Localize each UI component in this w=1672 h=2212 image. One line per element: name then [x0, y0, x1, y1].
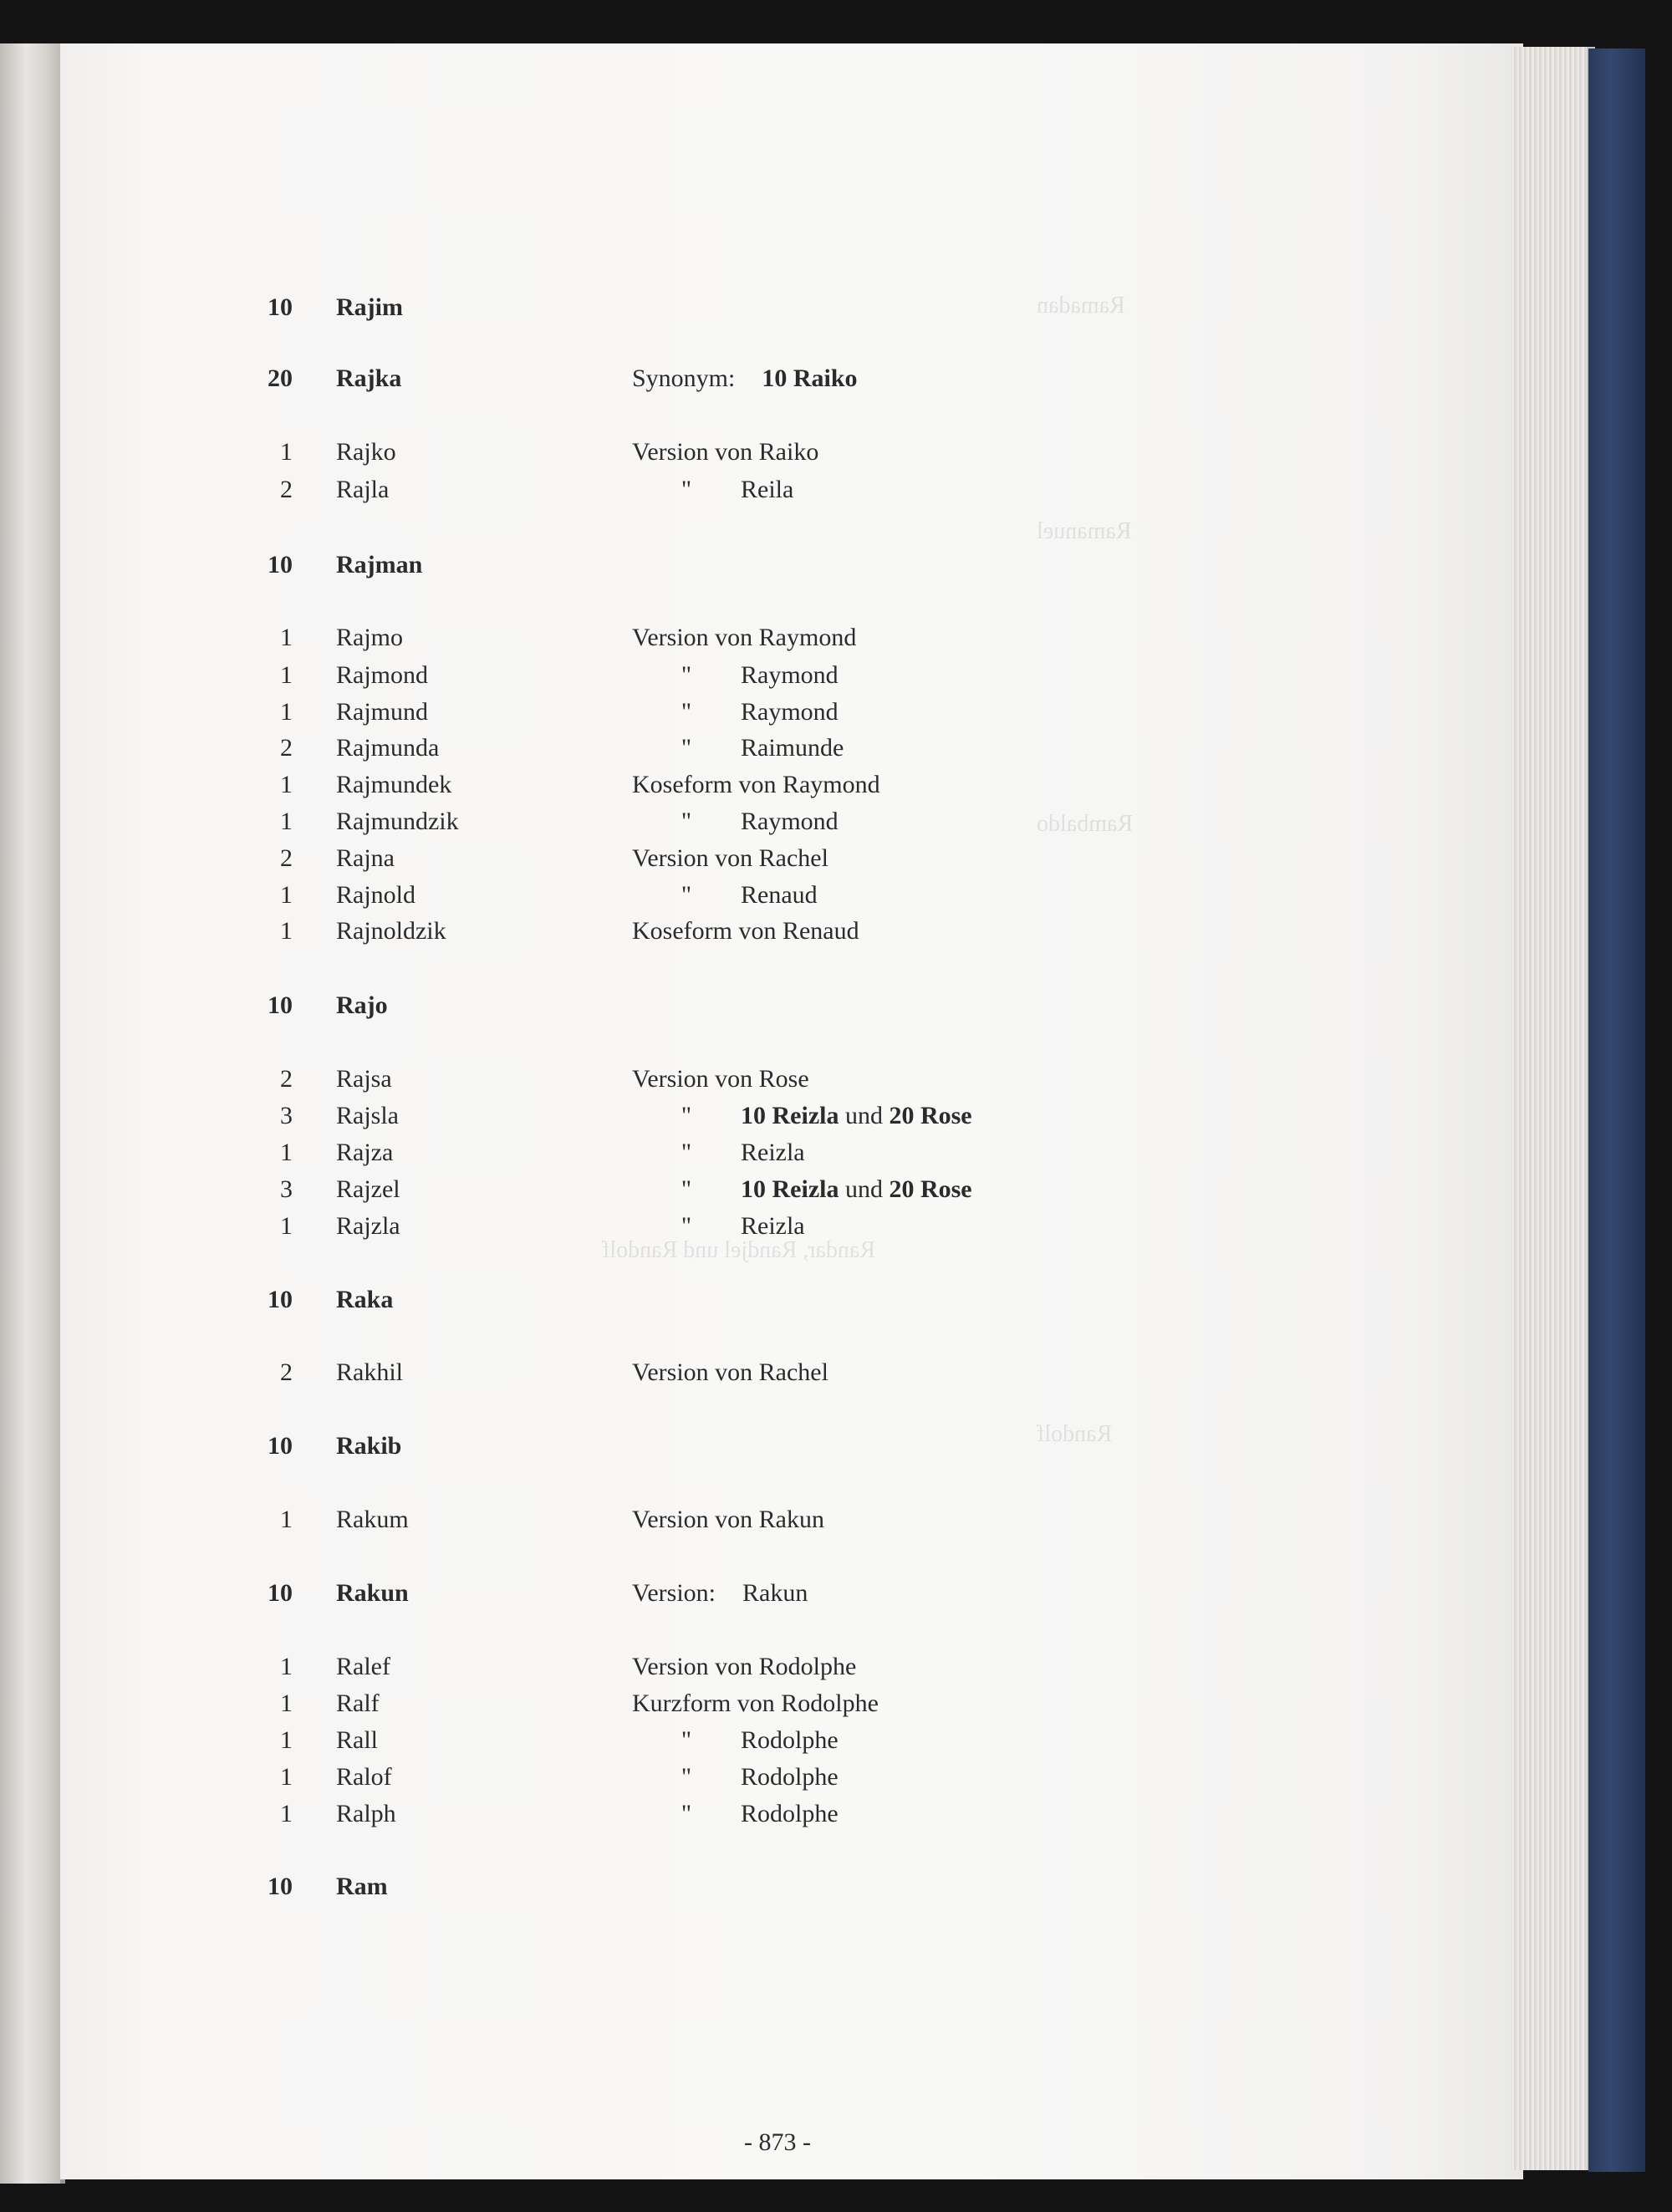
entry-note — [632, 1099, 972, 1133]
entry-count: 10 — [268, 1873, 293, 1900]
entry-note — [632, 1063, 809, 1096]
list-item — [0, 731, 1505, 765]
entry-target: Reila — [741, 476, 794, 503]
entry-name: Rajmo — [336, 624, 403, 651]
list-item — [0, 1063, 1505, 1096]
entry-note — [632, 436, 818, 469]
entry-count: 2 — [280, 1065, 293, 1093]
entry-note — [632, 915, 859, 948]
entry-note — [632, 1797, 839, 1831]
entry-name: Rajko — [336, 438, 396, 466]
entry-count: 1 — [280, 1763, 293, 1791]
entry-target: Rodolphe — [741, 1726, 839, 1754]
page-edges — [1511, 47, 1595, 2170]
show-through: Rambaldo — [1037, 811, 1134, 837]
entry-target: Raimunde — [741, 734, 844, 762]
entry-count: 3 — [280, 1175, 293, 1203]
entry-note — [632, 768, 880, 802]
entry-note-text: Version von Rose — [632, 1065, 809, 1093]
list-item — [0, 362, 1505, 395]
entry-count: 1 — [280, 1212, 293, 1240]
entry-count: 1 — [280, 1690, 293, 1717]
ditto-mark: " — [681, 1102, 692, 1129]
show-through: Ramadan — [1037, 293, 1125, 319]
entry-note-text: Version von Rakun — [632, 1506, 824, 1533]
entry-name: Ralph — [336, 1800, 396, 1827]
entry-count: 1 — [280, 1139, 293, 1166]
list-item — [0, 473, 1505, 507]
list-item — [0, 1173, 1505, 1206]
entry-note-text: Synonym: — [632, 364, 736, 392]
entry-target: Raymond — [741, 698, 839, 726]
list-item — [0, 621, 1505, 655]
entry-note — [632, 1577, 808, 1610]
entry-count: 10 — [268, 1432, 293, 1460]
entry-note — [632, 1761, 839, 1794]
entry-note — [632, 696, 839, 729]
list-item — [0, 1687, 1505, 1720]
entry-name: Rajnold — [336, 881, 415, 909]
entry-name: Rajmunda — [336, 734, 440, 762]
list-item — [0, 879, 1505, 912]
entry-note-text: Version von Raiko — [632, 438, 819, 466]
entry-note-text: Version: — [632, 1579, 716, 1607]
list-item — [0, 1577, 1505, 1610]
entry-name: Rajka — [336, 364, 402, 392]
entry-name: Rakib — [336, 1432, 402, 1460]
ditto-mark: " — [681, 476, 692, 503]
list-item — [0, 659, 1505, 692]
ditto-mark: " — [681, 698, 692, 726]
list-item — [0, 1099, 1505, 1133]
entry-note — [632, 731, 844, 765]
entry-target: Raymond — [741, 808, 839, 835]
entry-name: Rajzla — [336, 1212, 400, 1240]
list-item — [0, 1797, 1505, 1831]
entry-count: 20 — [268, 364, 293, 392]
list-item — [0, 1210, 1505, 1243]
list-item — [0, 436, 1505, 469]
entry-name: Rajmund — [336, 698, 428, 726]
entry-count: 1 — [280, 1800, 293, 1827]
entry-note-text: Version von Rachel — [632, 1358, 828, 1386]
list-item — [0, 989, 1505, 1022]
list-item — [0, 548, 1505, 582]
entry-count: 1 — [280, 1506, 293, 1533]
ditto-mark: " — [681, 734, 692, 762]
entry-count: 1 — [280, 661, 293, 689]
entry-note — [632, 621, 856, 655]
entry-note — [632, 805, 839, 838]
entry-note — [632, 879, 818, 912]
list-item — [0, 1761, 1505, 1794]
ditto-mark: " — [681, 1175, 692, 1203]
entry-note — [632, 473, 793, 507]
entry-note — [632, 1136, 805, 1170]
entry-name: Ram — [336, 1873, 388, 1900]
entry-name: Rajla — [336, 476, 390, 503]
list-item — [0, 696, 1505, 729]
entry-target: 20 Rose — [889, 1102, 972, 1129]
entry-count: 2 — [280, 844, 293, 872]
entry-note — [632, 659, 839, 692]
entry-note — [632, 1503, 824, 1537]
entry-target: Renaud — [741, 881, 818, 909]
list-item — [0, 1503, 1505, 1537]
entry-count: 1 — [280, 698, 293, 726]
entry-count: 3 — [280, 1102, 293, 1129]
ditto-mark: " — [681, 881, 692, 909]
entry-name: Raka — [336, 1286, 394, 1313]
entry-count: 2 — [280, 734, 293, 762]
page-number: - 873 - — [744, 2128, 811, 2156]
entry-note — [632, 1650, 856, 1684]
entry-name: Rajzel — [336, 1175, 400, 1203]
entry-note — [632, 842, 828, 875]
entry-note — [632, 1724, 839, 1757]
entry-note — [632, 1173, 972, 1206]
entry-name: Rajnoldzik — [336, 917, 446, 945]
ditto-mark: " — [681, 1800, 692, 1827]
entry-count: 10 — [268, 551, 293, 578]
show-through: Randar, Randjel und Randolf — [602, 1237, 876, 1263]
entry-count: 10 — [268, 1579, 293, 1607]
entry-target: Raymond — [741, 661, 839, 689]
entry-note-text: Version von Rodolphe — [632, 1653, 857, 1680]
entry-note-text: Koseform von Raymond — [632, 771, 880, 798]
entry-count: 2 — [280, 476, 293, 503]
entry-count: 10 — [268, 1286, 293, 1313]
list-item — [0, 1870, 1505, 1904]
entry-name: Ralef — [336, 1653, 390, 1680]
entry-name: Rakum — [336, 1506, 409, 1533]
entry-target: Reizla — [741, 1139, 805, 1166]
entry-name: Rajza — [336, 1139, 394, 1166]
entry-reference: 10 Raiko — [762, 364, 858, 392]
list-item — [0, 1136, 1505, 1170]
list-item — [0, 915, 1505, 948]
entry-name: Rall — [336, 1726, 378, 1754]
list-item — [0, 1356, 1505, 1389]
entry-count: 2 — [280, 1358, 293, 1386]
entry-name: Rajsa — [336, 1065, 392, 1093]
entry-target: Rodolphe — [741, 1763, 839, 1791]
entry-name: Rajmond — [336, 661, 428, 689]
entry-note — [632, 1687, 879, 1720]
ditto-mark: " — [681, 1763, 692, 1791]
entry-note-text: Version von Rachel — [632, 844, 828, 872]
list-item — [0, 1283, 1505, 1317]
entry-count: 1 — [280, 438, 293, 466]
entry-target: 20 Rose — [889, 1175, 972, 1203]
list-item — [0, 1724, 1505, 1757]
entry-name: Ralf — [336, 1690, 380, 1717]
entry-name: Rajman — [336, 551, 423, 578]
entry-count: 1 — [280, 771, 293, 798]
entry-name: Ralof — [336, 1763, 392, 1791]
entry-count: 10 — [268, 991, 293, 1019]
entry-count: 1 — [280, 881, 293, 909]
entry-count: 1 — [280, 624, 293, 651]
ditto-mark: " — [681, 1212, 692, 1240]
entry-name: Rajim — [336, 293, 403, 321]
entry-reference: Rakun — [742, 1579, 808, 1607]
entry-target: Reizla — [741, 1212, 805, 1240]
book-cover-edge — [1588, 48, 1645, 2172]
entry-name: Rakhil — [336, 1358, 403, 1386]
entry-name: Rajna — [336, 844, 395, 872]
entry-note-text: Kurzform von Rodolphe — [632, 1690, 879, 1717]
show-through: Randolf — [1037, 1421, 1113, 1447]
entry-note — [632, 362, 858, 395]
entry-count: 10 — [268, 293, 293, 321]
entry-name: Rajo — [336, 991, 388, 1019]
ditto-mark: " — [681, 1139, 692, 1166]
entry-conjunction: und — [844, 1102, 883, 1129]
entry-count: 1 — [280, 1726, 293, 1754]
list-item — [0, 842, 1505, 875]
entry-count: 1 — [280, 917, 293, 945]
entry-name: Rakun — [336, 1579, 409, 1607]
entry-note — [632, 1356, 828, 1389]
entry-name: Rajmundek — [336, 771, 452, 798]
entry-note-text: Version von Raymond — [632, 624, 857, 651]
ditto-mark: " — [681, 661, 692, 689]
entry-target: Rodolphe — [741, 1800, 839, 1827]
ditto-mark: " — [681, 1726, 692, 1754]
entry-note — [632, 1210, 805, 1243]
ditto-mark: " — [681, 808, 692, 835]
list-item — [0, 805, 1505, 838]
list-item — [0, 768, 1505, 802]
entry-count: 1 — [280, 808, 293, 835]
show-through: Ramanuel — [1037, 518, 1132, 544]
list-item — [0, 291, 1505, 324]
entry-note-text: Koseform von Renaud — [632, 917, 859, 945]
entry-target: 10 Reizla — [741, 1102, 839, 1129]
entry-count: 1 — [280, 1653, 293, 1680]
entry-conjunction: und — [844, 1175, 883, 1203]
entry-name: Rajsla — [336, 1102, 399, 1129]
entry-name: Rajmundzik — [336, 808, 459, 835]
list-item — [0, 1430, 1505, 1463]
list-item — [0, 1650, 1505, 1684]
entry-target: 10 Reizla — [741, 1175, 839, 1203]
